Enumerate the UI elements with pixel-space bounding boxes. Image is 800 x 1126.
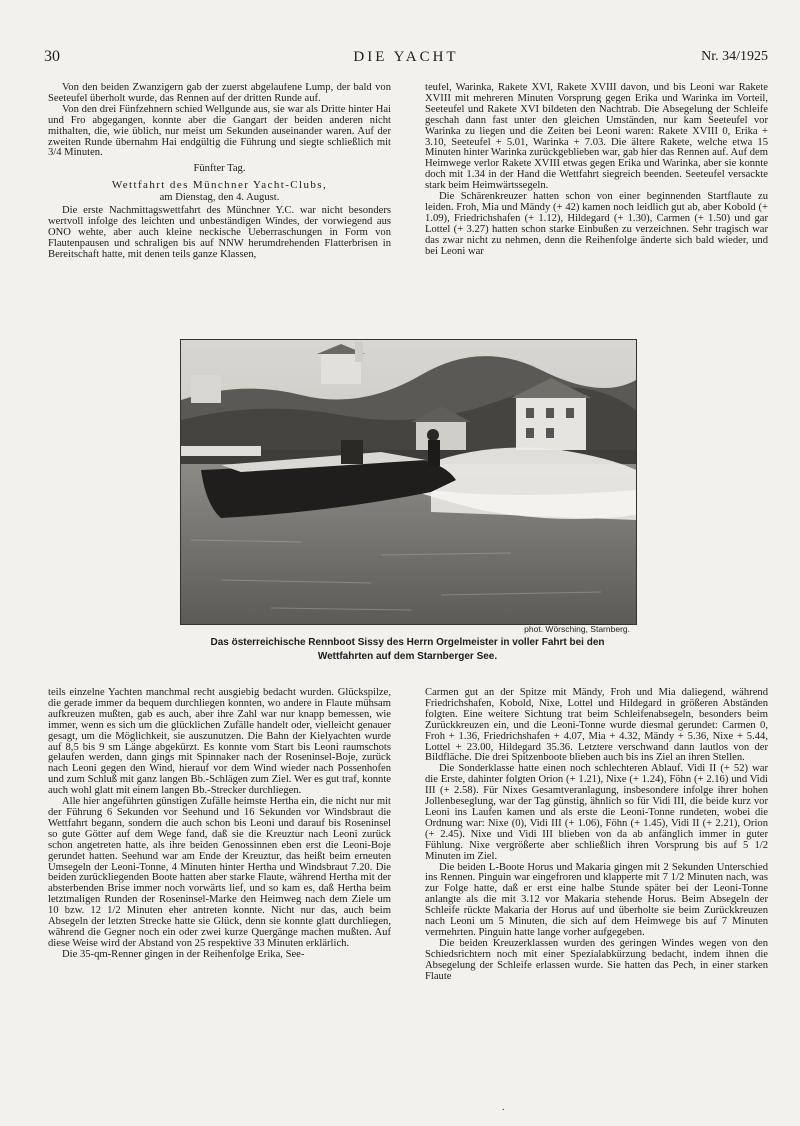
column-top-right [425, 83, 768, 315]
paragraph: Die erste Nachmittagswettfahrt des Münchner Y.C. war nicht besonders wertvoll infolge des leichten und unbeständigen Windes, der vorwiegend aus ONO wehte, aber auch kleine neckische Ueberraschungen in Form von Flautenpausen und schraligen bis auf NNW herumdrehenden Flatterbrisen in Bereitschaft hatte, mit denen teils ganze Klassen, [48, 205, 391, 260]
paragraph: teufel, Warinka, Rakete XVI, Rakete XVIII davon, und bis Leoni war Rakete XVIII mit mehreren Minuten Vorsprung gegen Erika und Warinka im Vorteil, Seeteufel und Rakete XVI bildeten den Nachtrab. Die Absegelung der Schleife geschah dann fast unter den gleichen Umständen, nur kam Seeteufel vor Warinka zu liegen und die Zeiten bei Leoni waren: Rakete XVIII 0, Erika + 3.10, Seeteufel + 5.01, Warinka + 7.03. Die ältere Rakete, welche etwa 15 Minuten hinter Warinka zurückgeblieben war, gab hier das Rennen auf. Auf dem Heimwege verlor Rakete XVIII etwas gegen Erika und Warinka, aber sie konnte doch mit 1.34 in der Hand die Wettfahrt siegreich beenden. Seeteufel versackte stark beim Heimwärtssegeln. [425, 83, 768, 192]
page-number: 30 [44, 48, 60, 65]
section-heading-race: Wettfahrt des Münchner Yacht-Clubs, [111, 179, 328, 192]
column-bottom-right [425, 688, 768, 1080]
footer-mark: . [502, 1102, 505, 1113]
journal-title: DIE YACHT [353, 49, 459, 65]
section-heading-day: Fünfter Tag. [193, 163, 246, 175]
section-heading-date: am Dienstag, den 4. August. [159, 192, 280, 204]
speedboat-photo [180, 339, 637, 625]
photo-credit: phot. Wörsching, Starnberg. [524, 624, 630, 634]
paragraph: Von den drei Fünfzehnern schied Wellgunde aus, sie war als Dritte hinter Hai und Fro abgegangen, konnte aber die Gangart der beiden anderen nicht mithalten, die, wie üblich, nur meist um Sekunden auseinander waren. Auf der zweiten Runde übernahm Hai endgültig die Führung und siegte schließlich mit 3/4 Minuten. [48, 103, 391, 159]
paragraph: Von den beiden Zwanzigern gab der zuerst abgelaufene Lump, der bald von Seeteufel überholt wurde, das Rennen auf der dritten Runde auf. [48, 83, 391, 104]
paragraph: Die beiden Kreuzerklassen wurden des geringen Windes wegen von den Schiedsrichtern noch mit einer Spezialabkürzung bedacht, indem ihnen die Absegelung der Schleife erlassen wurde. Sie hatten das Pech, in einer starken Flaute [425, 937, 768, 982]
paragraph: Die beiden L-Boote Horus und Makaria gingen mit 2 Sekunden Unterschied ins Rennen. Pinguin war eingefroren und klapperte mit 7 1/2 Minuten nach, was zur Folge hatte, daß er erst eine halbe Stunde später bei der Leoni-Tonne anlangte als die mit 3.12 vor Makaria stehende Horus. Beim Absegeln der Schleife rückte Makaria der Horus auf und überholte sie beim Zurückkreuzen nach Leoni um 5 Minuten, die sich auf dem Heimwege bis auf 7 Minuten vermehrten. Pinguin hatte lange vorher aufgegeben. [425, 861, 768, 938]
paragraph: Carmen gut an der Spitze mit Mändy, Froh und Mia daliegend, während Friedrichshafen, Kobold, Nixe, Lottel und Hildegard in größeren Abständen folgten. Eine weitere Sichtung trat beim Schleifenabsegeln, besonders beim Zurückkreuzen ein, und die Leoni-Tonne wurde diesmal gerundet: Carmen 0, Froh + 1.36, Friedrichshafen + 4.07, Mia + 4.32, Mändy + 5.36, Nixe + 5.44, Lottel + 23.00, Hildegard 35.36. Letztere verschwand dann lautlos von der Bildfläche. Die drei Spitzenboote blieben auch bis ins Ziel an ihren Stellen. [425, 688, 768, 764]
paragraph: Die Schärenkreuzer hatten schon von einer beginnenden Startflaute zu leiden. Froh, Mia und Mändy (+ 42) kamen noch leidlich gut ab, aber Kobold (+ 1.09), Friedrichshafen (+ 1.12), Hildegard (+ 1.30), Carmen (+ 1.50) und gar Lottel (+ 3.27) hatten schon starke Einbußen zu verzeichnen. Sehr tragisch war das zwar nicht zu nehmen, denn die Reihenfolge änderte sich bald wieder, und bei Leoni war [425, 191, 768, 257]
column-top-left [48, 83, 391, 315]
paragraph: Die 35-qm-Renner gingen in der Reihenfolge Erika, See- [62, 948, 305, 960]
caption-line: Das österreichische Rennboot Sissy des Herrn Orgelmeister in voller Fahrt bei den [210, 637, 605, 648]
paragraph: Alle hier angeführten günstigen Zufälle heimste Hertha ein, die nicht nur mit der Führung 6 Sekunden vor Seehund und 16 Sekunden vor Windsbraut die Wettfahrt begann, sondern die auch schon bis Leoni und darauf bis Roseninsel so gute Götter auf dem Wege fand, daß sie die Kreuztur nach Leoni zurück schon angetreten hatte, als ihre beiden Genossinnen eben erst die Leoni-Boje gerundet hatten. Seehund war am Ende der Kreuztur, das heißt beim erneuten Umsegeln der Leoni-Tonne, 4 Minuten hinter Hertha und Windsbraut 7.20. Die beiden zurückliegenden Boote hatten aber starke Flaute, während Hertha mit der absterbenden Brise immer noch vorwärts lief, und so kam es, daß Hertha beim letztmaligen Runden der Roseninsel-Marke den Heimweg nach dem Ziele um 10 bzw. 12 1/2 Minuten eher antreten konnte. Nicht nur das, auch beim Absegeln der letzten Strecke hatte sie Glück, denn sie konnte glatt durchliegen, während die Gegner noch ein oder zwei kurze Quergänge machen mußten. Auf diese Weise wird der Abstand von 25 respektive 33 Minuten erklärlich. [48, 796, 391, 949]
paragraph: teils einzelne Yachten manchmal recht ausgiebig bedacht wurden. Glückspilze, die gerade immer da bequem durchliegen konnten, wo andere in Flaute mühsam aufkreuzen mußten, gab es auch, aber ihre Zahl war nur knapp bemessen, wie immer, wenn es sich um die glücklichen Zufälle handelt oder, vielleicht genauer gesagt, um die Möglichkeit, sie auszunutzen. Die Bahn der Kielyachten wurde auf 8,5 bis 9 sm Länge abgekürzt. Es konnte vom Start bis Leoni raumschots gelaufen werden, dann gings mit Spinnaker nach der Roseninsel-Boje, zurück nach Leoni gegen den Wind, hierauf vor dem Wind wieder nach Possenhofen und zum Schluß mit ganz langen Bb.-Schlägen zum Ziel. Wer es gut traf, konnte auch wohl glatt mit einem langen Bb.-Strecker durchliegen. [48, 688, 391, 797]
photo-image [181, 340, 636, 624]
caption-line: Wettfahrten auf dem Starnberger See. [317, 651, 498, 662]
column-bottom-left [48, 688, 391, 1080]
page-header [44, 48, 768, 70]
photo-caption [180, 636, 635, 664]
issue-number: Nr. 34/1925 [701, 49, 768, 64]
paragraph: Die Sonderklasse hatte einen noch schlechteren Ablauf. Vidi II (+ 52) war die Erste, dahinter folgten Orion (+ 1.21), Nixe (+ 1.24), Föhn (+ 2.16) und Vidi III (+ 2.58). Für Nixes Gesamtveranlagung, insbesondere infolge ihrer hohen Jollenbeseglung, war der Tag günstig, ähnlich so für Vidi III, die beide kurz vor Leoni ins Laufen kamen und als erste die Leoni-Tonne rundeten, wobei die Ordnung war: Nixe (0), Vidi III (+ 1.06), Föhn (+ 1.45), Vidi II (+ 2.21), Orion (+ 2.45). Nixe und Vidi III blieben von da ab anfänglich immer in guter Fühlung. Nixe vergrößerte aber schließlich ihren Vorsprung bis auf 5 1/2 Minuten im Ziel. [425, 763, 768, 862]
